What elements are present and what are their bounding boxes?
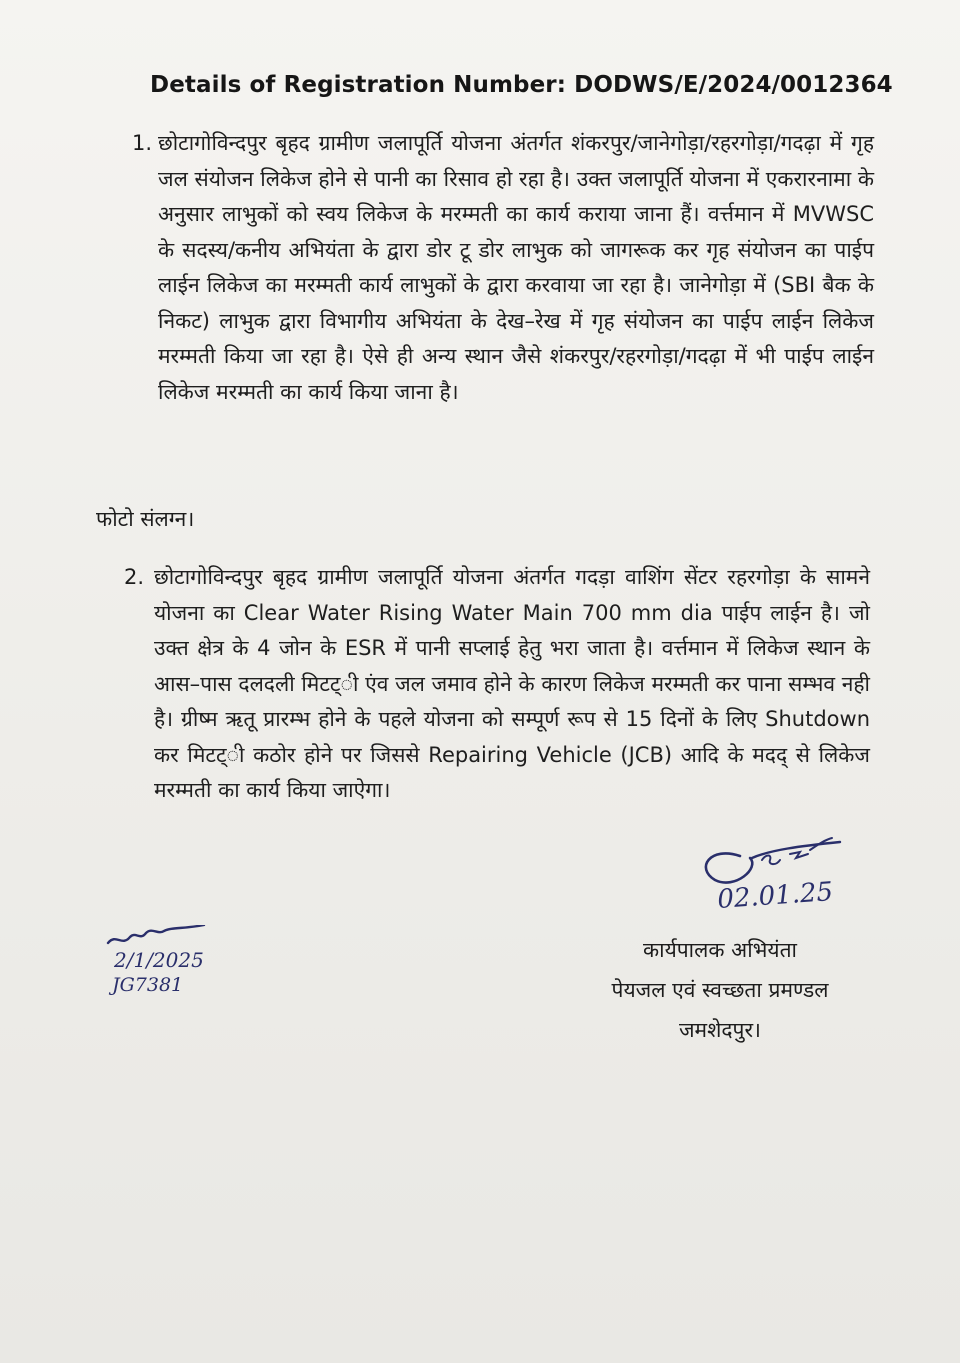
item-paragraph-2: छोटागोविन्दपुर बृहद ग्रामीण जलापूर्ति योजना अंतर्गत गदड़ा वाशिंग सेंटर रहरगोड़ा के सामने योजना का Clear Water Rising Water Main 700 mm dia पाईप लाईन है। जो उक्त क्षेत्र के 4 जोन के ESR में पानी सप्लाई हेतु भरा जाता है। वर्त्तमान में लिकेज स्थान के आस–पास दलदली मिटट्ी एंव जल जमाव होने के कारण लिकेज मरम्मती कर पाना सम्भव नही है। ग्रीष्म ऋतू प्रारम्भ होने के पहले योजना को सम्पूर्ण रूप से 15 दिनों के लिए Shutdown कर मिटट्ी कठोर होने पर जिससे Repairing Vehicle (JCB) आदि के मदद् से लिकेज मरम्मती का कार्य किया जाऐगा।: [154, 565, 870, 802]
signature-date: 02.01.25: [716, 876, 834, 915]
item-number-1: 1.: [132, 131, 153, 155]
photo-attached-note: फोटो संलग्न।: [96, 507, 195, 531]
initials-date: 2/1/2025: [114, 948, 204, 972]
handwritten-initials: [100, 925, 230, 1000]
signatory-block: [560, 930, 880, 1050]
item-paragraph-1: छोटागोविन्दपुर बृहद ग्रामीण जलापूर्ति योजना अंतर्गत शंकरपुर/जानेगोड़ा/रहरगोड़ा/गदढ़ा में गृह जल संयोजन लिकेज होने से पानी का रिसाव हो रहा है। उक्त जलापूर्ति योजना में एकरारनामा के अनुसार लाभुकों को स्वय लिकेज के मरम्मती का कार्य कराया जाना हैं। वर्त्तमान में MVWSC के सदस्य/कनीय अभियंता के द्वारा डोर टू डोर लाभुक को जागरूक कर गृह संयोजन का पाईप लाईन लिकेज का मरम्मती कार्य लाभुकों के द्वारा करवाया जा रहा है। जानेगोड़ा में (SBI बैक के निकट) लाभुक द्वारा विभागीय अभियंता के देख–रेख में गृह संयोजन का पाईप लाईन लिकेज मरम्मती किया जा रहा है। ऐसे ही अन्य स्थान जैसे शंकरपुर/रहरगोड़ा/गदढ़ा में भी पाईप लाईन लिकेज मरम्मती का कार्य किया जाना है।: [158, 131, 874, 404]
handwritten-signature: [690, 828, 890, 918]
signatory-designation: कार्यपालक अभियंता: [643, 938, 797, 962]
item-number-2: 2.: [124, 565, 145, 589]
initials-ref: JG7381: [112, 974, 184, 996]
signatory-department: पेयजल एवं स्वच्छता प्रमण्डल: [611, 978, 829, 1002]
document-title: Details of Registration Number: DODWS/E/2024/0012364: [150, 72, 893, 98]
signatory-location: जमशेदपुर।: [678, 1018, 762, 1042]
